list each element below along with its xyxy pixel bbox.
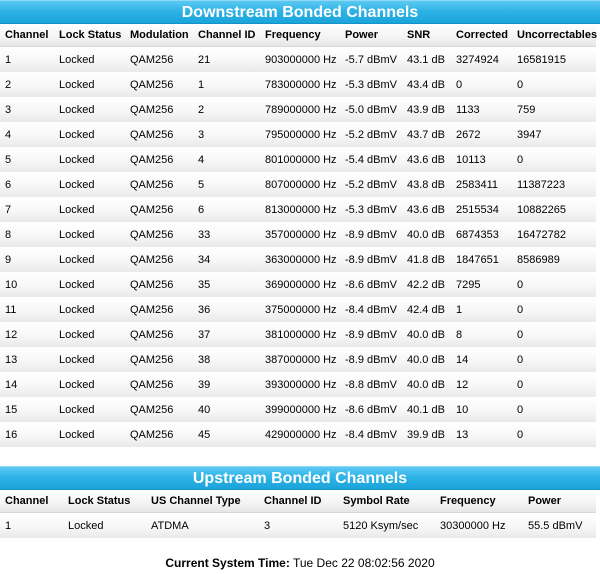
downstream-table-cell: 813000000 Hz <box>260 197 340 222</box>
downstream-table-cell: Locked <box>54 97 125 122</box>
upstream-table-cell: 3 <box>259 513 338 538</box>
downstream-table-cell: 43.6 dB <box>402 147 451 172</box>
downstream-table-cell: 33 <box>193 222 260 247</box>
downstream-table-cell: 2 <box>0 72 54 97</box>
downstream-column-header: Frequency <box>260 24 340 47</box>
downstream-table-cell: -5.4 dBmV <box>340 147 402 172</box>
upstream-column-header: Channel ID <box>259 490 338 513</box>
downstream-table-cell: 0 <box>512 272 596 297</box>
downstream-table-cell: 13 <box>451 422 512 447</box>
upstream-table <box>0 490 596 538</box>
downstream-table-cell: 0 <box>512 297 596 322</box>
downstream-table-cell: 8 <box>0 222 54 247</box>
downstream-table-cell: 0 <box>512 147 596 172</box>
downstream-table-cell: QAM256 <box>125 172 193 197</box>
downstream-table-cell: 43.8 dB <box>402 172 451 197</box>
downstream-table-cell: -5.7 dBmV <box>340 47 402 72</box>
downstream-table-cell: Locked <box>54 422 125 447</box>
downstream-column-header: Power <box>340 24 402 47</box>
downstream-table-cell: Locked <box>54 222 125 247</box>
downstream-table-cell: 43.9 dB <box>402 97 451 122</box>
downstream-table-cell: 43.4 dB <box>402 72 451 97</box>
downstream-table-cell: -5.3 dBmV <box>340 72 402 97</box>
downstream-table-cell: 7295 <box>451 272 512 297</box>
system-time-value: Tue Dec 22 08:02:56 2020 <box>292 556 435 570</box>
downstream-table-cell: 40.0 dB <box>402 372 451 397</box>
downstream-table-cell: 16 <box>0 422 54 447</box>
downstream-table-row <box>0 197 596 222</box>
downstream-table-cell: 1133 <box>451 97 512 122</box>
downstream-table-cell: 429000000 Hz <box>260 422 340 447</box>
downstream-table-cell: QAM256 <box>125 347 193 372</box>
downstream-table-cell: 10 <box>451 397 512 422</box>
downstream-table-cell: 0 <box>512 372 596 397</box>
downstream-table-cell: -8.4 dBmV <box>340 297 402 322</box>
downstream-table-cell: 357000000 Hz <box>260 222 340 247</box>
downstream-table-cell: 40.0 dB <box>402 322 451 347</box>
downstream-table-cell: QAM256 <box>125 247 193 272</box>
downstream-table-cell: 6 <box>0 172 54 197</box>
downstream-table-cell: 41.8 dB <box>402 247 451 272</box>
upstream-column-header: US Channel Type <box>146 490 259 513</box>
downstream-table-cell: 2583411 <box>451 172 512 197</box>
downstream-table-cell: 11 <box>0 297 54 322</box>
downstream-table-cell: QAM256 <box>125 122 193 147</box>
downstream-table-cell: 0 <box>512 397 596 422</box>
upstream-table-cell: 5120 Ksym/sec <box>338 513 435 538</box>
downstream-title: Downstream Bonded Channels <box>0 0 600 24</box>
downstream-table-row <box>0 247 596 272</box>
downstream-table-cell: 12 <box>451 372 512 397</box>
downstream-table-cell: -8.9 dBmV <box>340 222 402 247</box>
downstream-table-cell: 3 <box>193 122 260 147</box>
downstream-table-cell: QAM256 <box>125 222 193 247</box>
downstream-table-cell: 903000000 Hz <box>260 47 340 72</box>
downstream-table-cell: 0 <box>512 422 596 447</box>
downstream-table-cell: -8.4 dBmV <box>340 422 402 447</box>
upstream-table-cell: Locked <box>63 513 146 538</box>
downstream-table-cell: 36 <box>193 297 260 322</box>
downstream-table-cell: -8.6 dBmV <box>340 397 402 422</box>
downstream-table-cell: Locked <box>54 272 125 297</box>
downstream-table-row <box>0 397 596 422</box>
downstream-table-cell: 393000000 Hz <box>260 372 340 397</box>
downstream-table-cell: Locked <box>54 172 125 197</box>
downstream-table-cell: -5.2 dBmV <box>340 172 402 197</box>
downstream-column-header: Lock Status <box>54 24 125 47</box>
downstream-table-cell: 12 <box>0 322 54 347</box>
downstream-table-cell: 399000000 Hz <box>260 397 340 422</box>
downstream-table-cell: 1 <box>0 47 54 72</box>
downstream-table-cell: QAM256 <box>125 147 193 172</box>
downstream-table-cell: Locked <box>54 197 125 222</box>
upstream-column-header: Frequency <box>435 490 523 513</box>
downstream-table-cell: Locked <box>54 372 125 397</box>
downstream-table-cell: 8586989 <box>512 247 596 272</box>
downstream-table <box>0 24 596 447</box>
downstream-table-cell: 4 <box>0 122 54 147</box>
downstream-table-row <box>0 347 596 372</box>
downstream-table-cell: 38 <box>193 347 260 372</box>
downstream-table-cell: 6874353 <box>451 222 512 247</box>
downstream-table-cell: 21 <box>193 47 260 72</box>
downstream-table-row <box>0 297 596 322</box>
downstream-table-cell: 16581915 <box>512 47 596 72</box>
upstream-column-header: Channel <box>0 490 63 513</box>
downstream-table-cell: 0 <box>512 322 596 347</box>
downstream-table-cell: 10882265 <box>512 197 596 222</box>
downstream-table-cell: -5.3 dBmV <box>340 197 402 222</box>
downstream-table-cell: -8.6 dBmV <box>340 272 402 297</box>
system-time-label: Current System Time: <box>165 556 290 570</box>
downstream-table-cell: 1 <box>193 72 260 97</box>
downstream-header-row <box>0 24 596 47</box>
downstream-table-cell: 14 <box>451 347 512 372</box>
downstream-table-cell: 42.2 dB <box>402 272 451 297</box>
downstream-table-cell: 1 <box>451 297 512 322</box>
downstream-column-header: SNR <box>402 24 451 47</box>
downstream-table-cell: 43.1 dB <box>402 47 451 72</box>
downstream-table-row <box>0 147 596 172</box>
downstream-table-cell: 801000000 Hz <box>260 147 340 172</box>
downstream-table-row <box>0 97 596 122</box>
downstream-table-row <box>0 322 596 347</box>
downstream-table-cell: 0 <box>512 347 596 372</box>
downstream-table-cell: 381000000 Hz <box>260 322 340 347</box>
downstream-table-cell: QAM256 <box>125 322 193 347</box>
upstream-table-cell: 55.5 dBmV <box>523 513 596 538</box>
downstream-table-cell: 35 <box>193 272 260 297</box>
downstream-column-header: Uncorrectables <box>512 24 596 47</box>
downstream-table-cell: 1847651 <box>451 247 512 272</box>
downstream-table-cell: 759 <box>512 97 596 122</box>
downstream-table-cell: 14 <box>0 372 54 397</box>
downstream-table-row <box>0 372 596 397</box>
downstream-table-cell: 39.9 dB <box>402 422 451 447</box>
downstream-table-cell: Locked <box>54 347 125 372</box>
upstream-column-header: Power <box>523 490 596 513</box>
downstream-table-cell: Locked <box>54 72 125 97</box>
downstream-table-cell: -8.9 dBmV <box>340 247 402 272</box>
downstream-table-cell: 387000000 Hz <box>260 347 340 372</box>
downstream-table-cell: 5 <box>0 147 54 172</box>
downstream-table-cell: 2 <box>193 97 260 122</box>
downstream-table-cell: 39 <box>193 372 260 397</box>
downstream-table-cell: Locked <box>54 297 125 322</box>
downstream-table-cell: -8.8 dBmV <box>340 372 402 397</box>
current-system-time <box>0 556 600 570</box>
downstream-table-cell: 8 <box>451 322 512 347</box>
downstream-table-cell: 43.6 dB <box>402 197 451 222</box>
downstream-table-cell: Locked <box>54 147 125 172</box>
downstream-table-cell: 0 <box>451 72 512 97</box>
downstream-column-header: Corrected <box>451 24 512 47</box>
downstream-column-header: Channel ID <box>193 24 260 47</box>
downstream-table-cell: 3274924 <box>451 47 512 72</box>
downstream-table-cell: 6 <box>193 197 260 222</box>
downstream-table-cell: 3947 <box>512 122 596 147</box>
downstream-table-cell: 13 <box>0 347 54 372</box>
downstream-table-cell: 4 <box>193 147 260 172</box>
downstream-table-cell: 10113 <box>451 147 512 172</box>
downstream-table-cell: -8.9 dBmV <box>340 347 402 372</box>
downstream-table-cell: 795000000 Hz <box>260 122 340 147</box>
downstream-table-cell: 2515534 <box>451 197 512 222</box>
upstream-table-body <box>0 513 596 538</box>
upstream-title: Upstream Bonded Channels <box>0 466 600 490</box>
downstream-table-row <box>0 422 596 447</box>
downstream-table-cell: 42.4 dB <box>402 297 451 322</box>
downstream-table-cell: 789000000 Hz <box>260 97 340 122</box>
downstream-table-cell: 2672 <box>451 122 512 147</box>
upstream-column-header: Lock Status <box>63 490 146 513</box>
downstream-table-cell: 783000000 Hz <box>260 72 340 97</box>
downstream-table-cell: 40.1 dB <box>402 397 451 422</box>
downstream-table-cell: QAM256 <box>125 372 193 397</box>
downstream-table-cell: 807000000 Hz <box>260 172 340 197</box>
downstream-table-cell: Locked <box>54 47 125 72</box>
downstream-table-cell: QAM256 <box>125 47 193 72</box>
downstream-table-row <box>0 222 596 247</box>
upstream-table-cell: 30300000 Hz <box>435 513 523 538</box>
downstream-table-cell: 16472782 <box>512 222 596 247</box>
downstream-table-cell: 7 <box>0 197 54 222</box>
downstream-table-cell: QAM256 <box>125 297 193 322</box>
downstream-table-cell: -8.9 dBmV <box>340 322 402 347</box>
downstream-table-cell: Locked <box>54 247 125 272</box>
downstream-table-cell: 5 <box>193 172 260 197</box>
downstream-table-cell: Locked <box>54 122 125 147</box>
downstream-table-cell: QAM256 <box>125 197 193 222</box>
downstream-table-cell: 11387223 <box>512 172 596 197</box>
downstream-column-header: Modulation <box>125 24 193 47</box>
downstream-table-cell: 369000000 Hz <box>260 272 340 297</box>
downstream-table-cell: -5.2 dBmV <box>340 122 402 147</box>
downstream-table-cell: QAM256 <box>125 97 193 122</box>
downstream-table-cell: 15 <box>0 397 54 422</box>
downstream-table-cell: 0 <box>512 72 596 97</box>
downstream-table-row <box>0 172 596 197</box>
downstream-table-cell: -5.0 dBmV <box>340 97 402 122</box>
downstream-table-cell: 40.0 dB <box>402 222 451 247</box>
downstream-table-cell: QAM256 <box>125 397 193 422</box>
downstream-table-cell: 3 <box>0 97 54 122</box>
downstream-table-cell: 9 <box>0 247 54 272</box>
downstream-table-cell: 375000000 Hz <box>260 297 340 322</box>
downstream-table-row <box>0 47 596 72</box>
downstream-table-cell: 37 <box>193 322 260 347</box>
downstream-table-row <box>0 272 596 297</box>
upstream-table-cell: 1 <box>0 513 63 538</box>
upstream-table-cell: ATDMA <box>146 513 259 538</box>
downstream-table-cell: QAM256 <box>125 272 193 297</box>
downstream-table-cell: 10 <box>0 272 54 297</box>
downstream-table-cell: 40.0 dB <box>402 347 451 372</box>
downstream-table-cell: QAM256 <box>125 72 193 97</box>
downstream-table-cell: 45 <box>193 422 260 447</box>
downstream-column-header: Channel <box>0 24 54 47</box>
downstream-table-row <box>0 72 596 97</box>
downstream-table-cell: 34 <box>193 247 260 272</box>
downstream-table-cell: QAM256 <box>125 422 193 447</box>
downstream-table-cell: 363000000 Hz <box>260 247 340 272</box>
downstream-table-row <box>0 122 596 147</box>
downstream-table-cell: 40 <box>193 397 260 422</box>
downstream-table-cell: 43.7 dB <box>402 122 451 147</box>
downstream-table-body <box>0 47 596 447</box>
downstream-table-cell: Locked <box>54 322 125 347</box>
upstream-panel <box>0 466 600 538</box>
upstream-table-row <box>0 513 596 538</box>
upstream-column-header: Symbol Rate <box>338 490 435 513</box>
downstream-table-cell: Locked <box>54 397 125 422</box>
upstream-header-row <box>0 490 596 513</box>
